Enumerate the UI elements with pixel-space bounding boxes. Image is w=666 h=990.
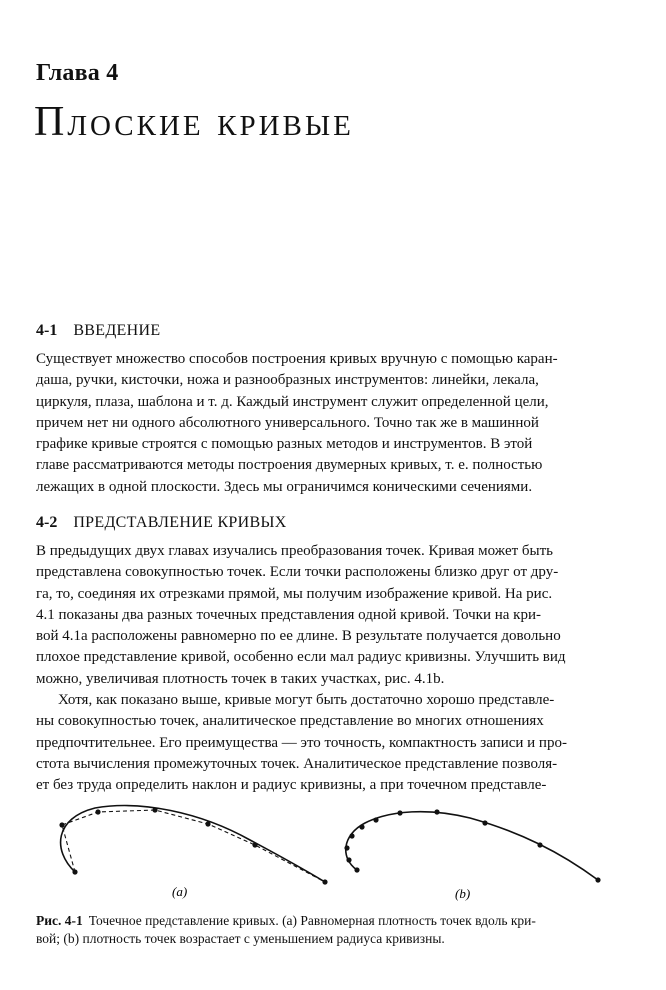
section-1-paragraph: [36, 349, 619, 498]
caption-line: вой; (b) плотность точек возрастает с уменьшением радиуса кривизны.: [36, 931, 445, 946]
text-line: плохое представление кривой, особенно если мал радиус кривизны. Улучшить вид: [36, 649, 566, 666]
curve-b-smooth: [346, 812, 598, 880]
section-heading-4-2: [36, 514, 287, 532]
data-point: [595, 877, 600, 882]
data-point: [344, 845, 349, 850]
text-line: В предыдущих двух главах изучались преобразования точек. Кривая может быть: [36, 543, 554, 559]
data-point: [152, 807, 157, 812]
data-point: [252, 842, 257, 847]
data-point: [346, 857, 351, 862]
text-line: даша, ручки, кисточки, ножа и разнообразных инструментов: линейки, лекала,: [36, 372, 539, 389]
data-point: [354, 867, 359, 872]
caption-line: Точечное представление кривых. (a) Равномерная плотность точек вдоль кри-: [88, 913, 536, 928]
figure-caption: [36, 912, 621, 948]
chapter-title: Плоские кривые: [34, 99, 354, 145]
figure-label-a: (a): [172, 884, 188, 899]
text-line: стота вычисления промежуточных точек. Аналитическое представление позволя-: [36, 755, 558, 772]
figure-label-b: (b): [455, 886, 471, 901]
data-point: [373, 817, 378, 822]
curve-a-smooth: [61, 806, 325, 882]
curve-a-segments: [62, 810, 325, 882]
section-heading-4-1: [36, 322, 160, 340]
data-point: [434, 809, 439, 814]
text-line: га, то, соединяя их отрезками прямой, мы получим изображение кривой. На рис.: [36, 585, 553, 602]
data-point: [205, 821, 210, 826]
data-point: [359, 824, 364, 829]
data-point: [95, 809, 100, 814]
text-line: 4.1 показаны два разных точечных представления одной кривой. Точки на кри-: [36, 606, 541, 623]
chapter-label: Глава 4: [36, 60, 119, 86]
curve-b: [344, 809, 600, 882]
section-title: ПРЕДСТАВЛЕНИЕ КРИВЫХ: [73, 514, 287, 531]
text-line: вой 4.1a расположены равномерно по ее длине. В результате получается довольно: [36, 628, 561, 645]
text-line: циркуля, плаза, шаблона и т. д. Каждый инструмент служит определенной цели,: [36, 393, 549, 410]
text-line: Существует множество способов построения кривых вручную с помощью каран-: [36, 351, 558, 367]
curve-a-points: [59, 807, 327, 884]
caption-label: Рис. 4-1: [36, 913, 83, 928]
text-line: предпочтительнее. Его преимущества — это точность, компактность записи и про-: [36, 734, 567, 751]
data-point: [397, 810, 402, 815]
text-line: лежащих в одной плоскости. Здесь мы ограничимся коническими сечениями.: [36, 478, 533, 495]
text-line: графике кривые строятся с помощью разных методов и инструментов. В этой: [36, 436, 533, 453]
data-point: [59, 822, 64, 827]
text-line: представлена совокупностью точек. Если точки расположены близко друг от дру-: [36, 564, 559, 581]
text-line: можно, увеличивая плотность точек в таких участках, рис. 4.1b.: [36, 670, 445, 687]
section-title: ВВЕДЕНИЕ: [73, 322, 161, 339]
section-2-paragraph-1: [36, 541, 619, 690]
text-line: ет без труда определить наклон и радиус кривизны, а при точечном представле-: [36, 777, 547, 794]
section-2-paragraph-2: [36, 690, 619, 796]
curve-b-points: [344, 809, 600, 882]
data-point: [482, 820, 487, 825]
data-point: [349, 833, 354, 838]
data-point: [72, 869, 77, 874]
figure-4-1: [0, 790, 666, 910]
text-line: ны совокупностью точек, аналитическое представление во многих отношениях: [36, 713, 544, 730]
curve-a: [59, 806, 327, 885]
text-line: Хотя, как показано выше, кривые могут быть достаточно хорошо представле-: [58, 692, 555, 708]
text-line: главе рассматриваются методы построения двумерных кривых, т. е. полностью: [36, 457, 543, 474]
text-line: причем нет ни одного абсолютного универсального. Точно так же в машинной: [36, 414, 539, 431]
section-number: 4-1: [36, 322, 58, 339]
data-point: [322, 879, 327, 884]
data-point: [537, 842, 542, 847]
section-number: 4-2: [36, 514, 58, 531]
